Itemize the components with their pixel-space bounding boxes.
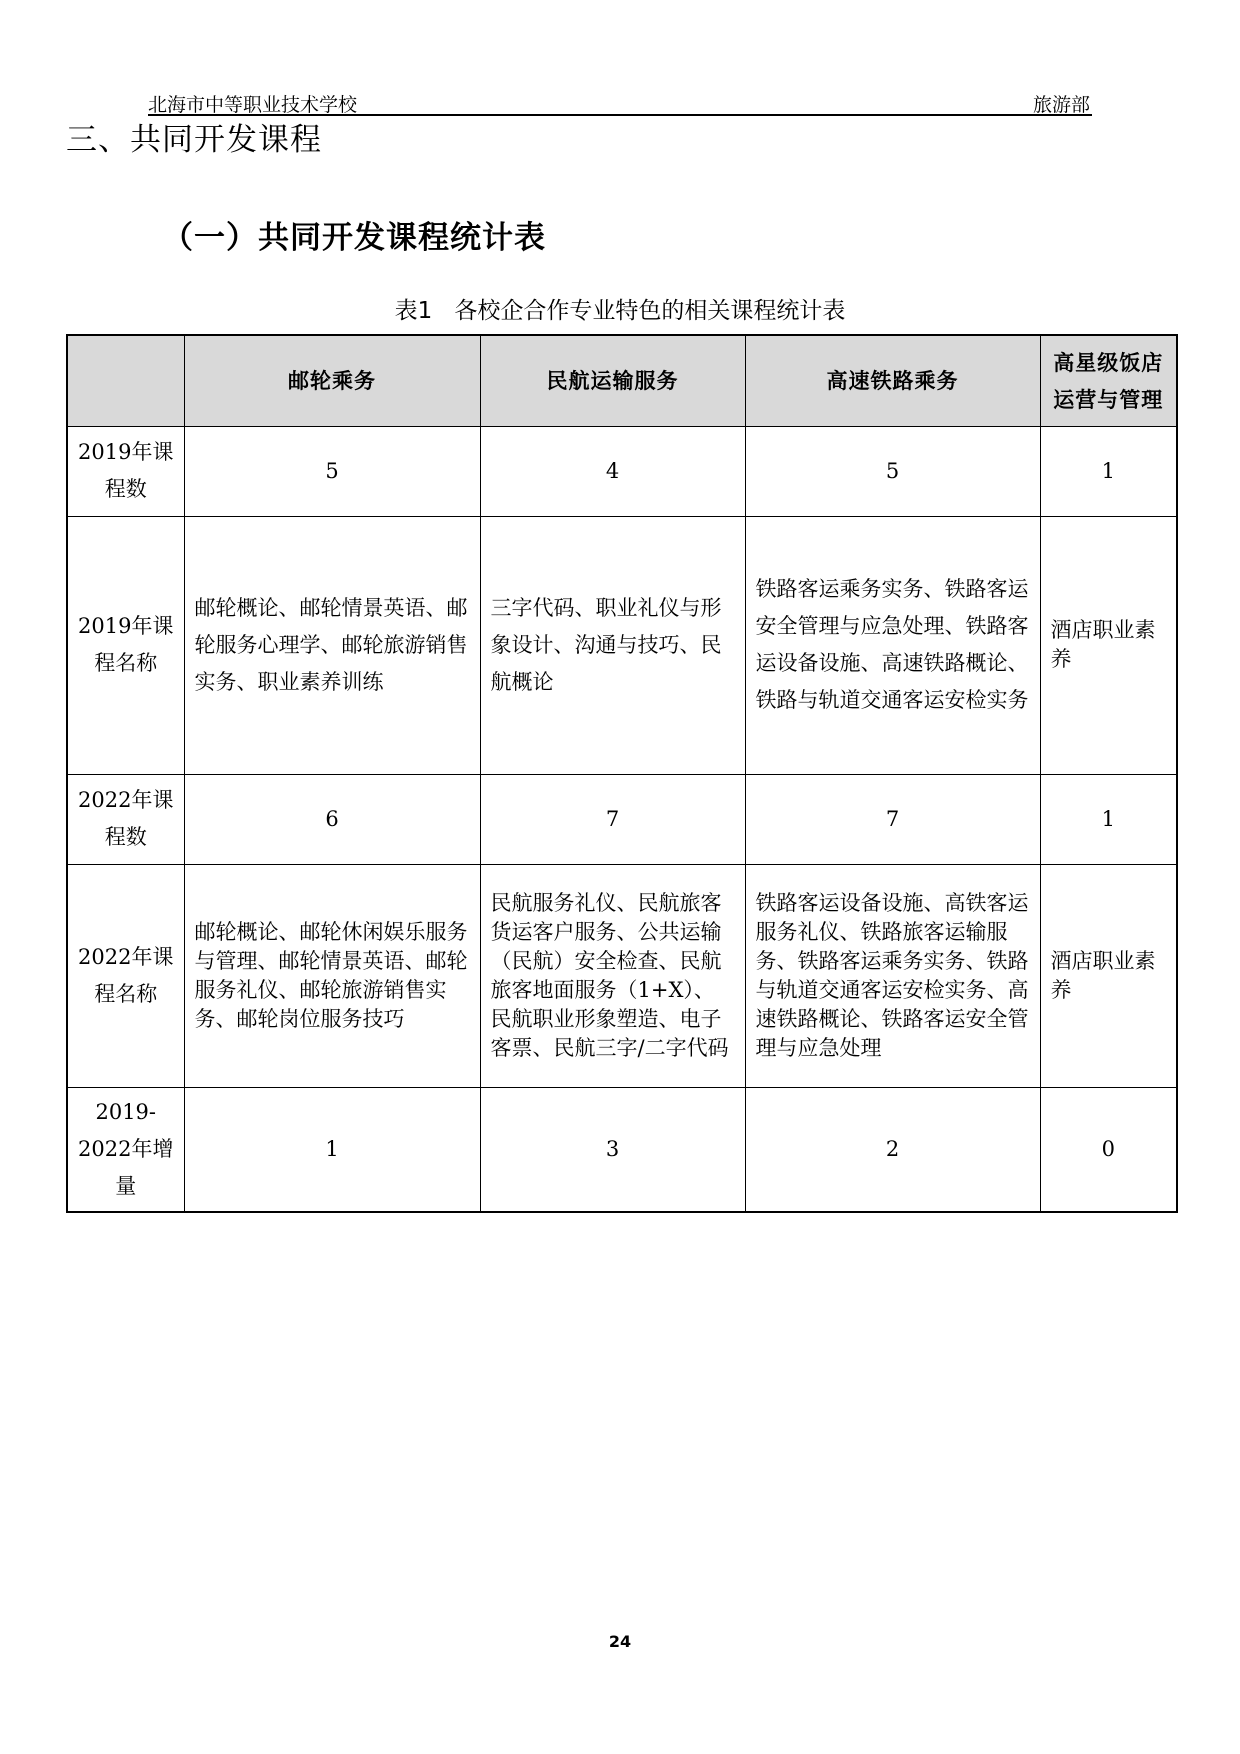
cell-value: 5 <box>184 426 480 516</box>
cell-value: 2 <box>745 1087 1040 1212</box>
course-statistics-table <box>66 334 1178 1213</box>
cell-course-list: 邮轮概论、邮轮休闲娱乐服务与管理、邮轮情景英语、邮轮服务礼仪、邮轮旅游销售实务、邮轮岗位服务技巧 <box>184 864 480 1087</box>
cell-value: 6 <box>184 774 480 864</box>
cell-value: 1 <box>1040 426 1177 516</box>
page-number: 24 <box>608 1632 632 1651</box>
row-label: 2022年课程名称 <box>67 864 184 1087</box>
table-caption <box>0 292 1240 325</box>
cell-course-list: 邮轮概论、邮轮情景英语、邮轮服务心理学、邮轮旅游销售实务、职业素养训练 <box>184 516 480 774</box>
table-row <box>67 1087 1177 1212</box>
cell-value: 1 <box>184 1087 480 1212</box>
column-header-hotel: 高星级饭店运营与管理 <box>1040 335 1177 426</box>
table-caption-number: 表1 <box>394 298 433 324</box>
sub-title: （一）共同开发课程统计表 <box>162 220 546 256</box>
cell-course-list: 民航服务礼仪、民航旅客货运客户服务、公共运输（民航）安全检查、民航旅客地面服务（1+X）、民航职业形象塑造、电子客票、民航三字/二字代码 <box>480 864 745 1087</box>
table-row <box>67 864 1177 1087</box>
table-row <box>67 426 1177 516</box>
table-caption-text: 各校企合作专业特色的相关课程统计表 <box>454 298 846 324</box>
cell-value: 5 <box>745 426 1040 516</box>
column-header-empty <box>67 335 184 426</box>
column-header-cruise: 邮轮乘务 <box>184 335 480 426</box>
table-row <box>67 516 1177 774</box>
cell-value: 7 <box>480 774 745 864</box>
cell-course-list: 铁路客运乘务实务、铁路客运安全管理与应急处理、铁路客运设备设施、高速铁路概论、铁路与轨道交通客运安检实务 <box>745 516 1040 774</box>
cell-course-list: 酒店职业素养 <box>1040 864 1177 1087</box>
cell-value: 1 <box>1040 774 1177 864</box>
cell-value: 4 <box>480 426 745 516</box>
row-label: 2022年课程数 <box>67 774 184 864</box>
department-name: 旅游部 <box>1032 94 1090 116</box>
cell-value: 7 <box>745 774 1040 864</box>
school-name: 北海市中等职业技术学校 <box>148 94 358 116</box>
page-header <box>148 86 1092 116</box>
column-header-railway: 高速铁路乘务 <box>745 335 1040 426</box>
cell-value: 0 <box>1040 1087 1177 1212</box>
row-label: 2019年课程名称 <box>67 516 184 774</box>
column-header-aviation: 民航运输服务 <box>480 335 745 426</box>
cell-course-list: 三字代码、职业礼仪与形象设计、沟通与技巧、民航概论 <box>480 516 745 774</box>
cell-value: 3 <box>480 1087 745 1212</box>
cell-course-list: 酒店职业素养 <box>1040 516 1177 774</box>
table-row <box>67 774 1177 864</box>
table-header-row <box>67 335 1177 426</box>
cell-course-list: 铁路客运设备设施、高铁客运服务礼仪、铁路旅客运输服务、铁路客运乘务实务、铁路与轨道交通客运安检实务、高速铁路概论、铁路客运安全管理与应急处理 <box>745 864 1040 1087</box>
row-label: 2019-2022年增量 <box>67 1087 184 1212</box>
section-title: 三、共同开发课程 <box>66 122 322 158</box>
row-label: 2019年课程数 <box>67 426 184 516</box>
